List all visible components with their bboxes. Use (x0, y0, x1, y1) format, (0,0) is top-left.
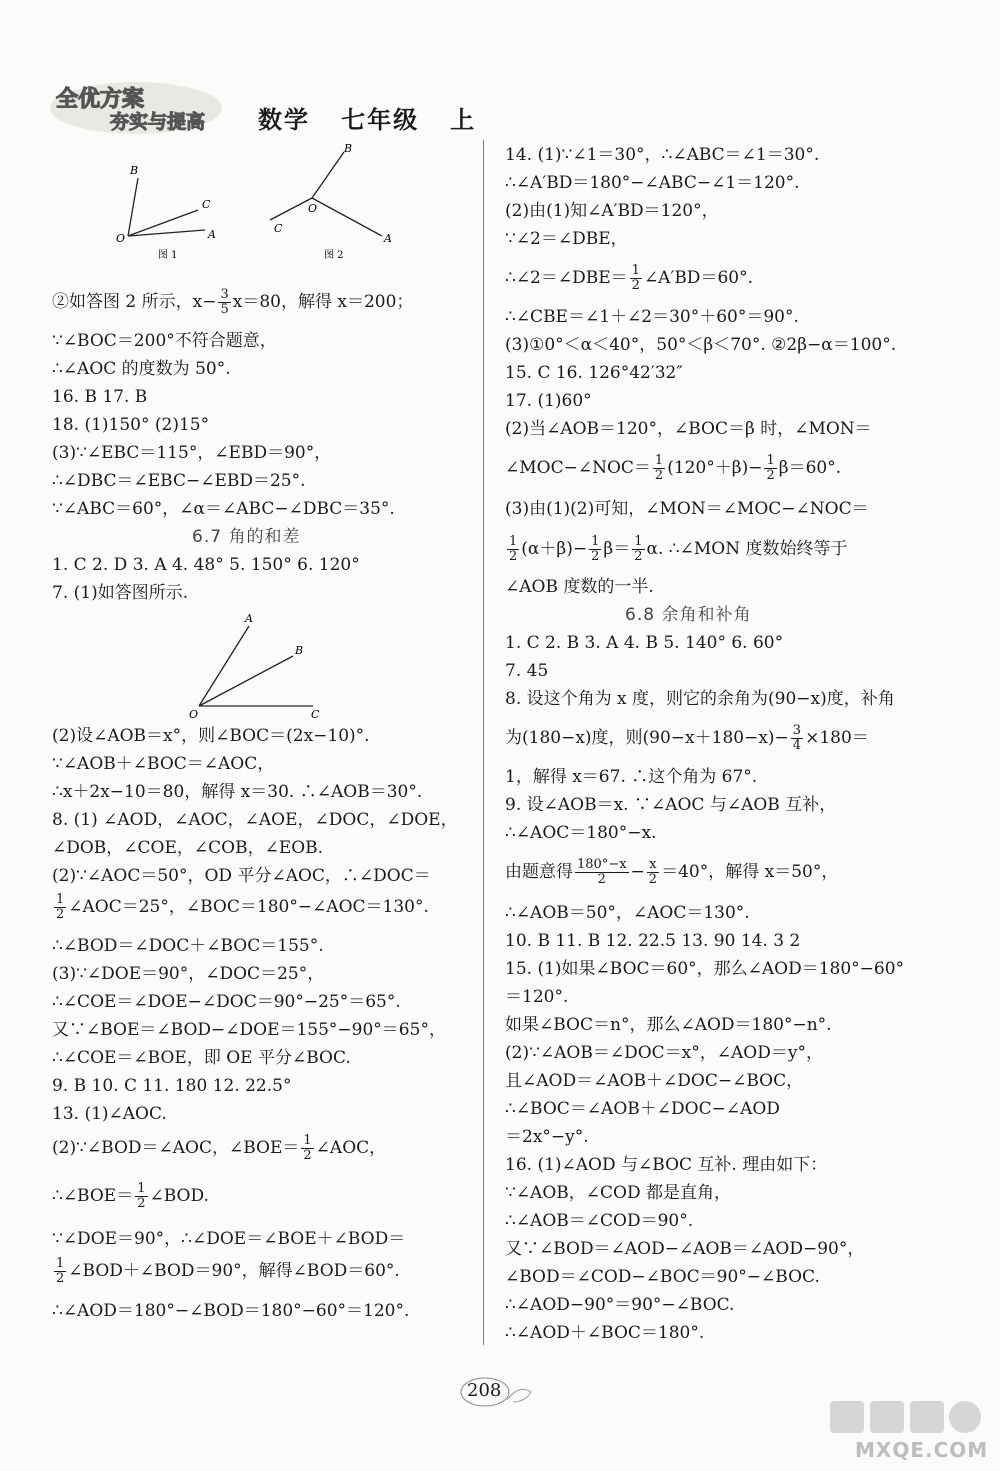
answer-line: (2)设∠AOB＝x°，则∠BOC＝(2x−10)°. (52, 726, 370, 746)
answer-line: $\frac{1}{2}$ (α＋β)− $\frac{1}{2}$ β＝ $\frac{1}{2}$ α. ∴∠MON 度数始终等于 (509, 534, 848, 564)
answer-line: ∴∠CBE＝∠1＋∠2＝30°＋60°＝90°. (505, 307, 799, 327)
logo-line1: 全优方案 (56, 87, 145, 112)
answer-line: 8. (1) ∠AOD，∠AOC，∠AOE，∠DOC，∠DOE， (52, 810, 458, 830)
answer-line: ∴∠AOD−90°＝90°−∠BOC. (505, 1295, 735, 1315)
answer-line: ∴∠BOE＝ $\frac{1}{2}$ ∠BOD. (52, 1181, 209, 1211)
answer-line: 1. C 2. D 3. A 4. 48° 5. 150° 6. 120° (52, 555, 360, 575)
figure-2 (262, 140, 402, 267)
svg-text:C: C (311, 708, 320, 720)
answer-line: 且∠AOD＝∠AOB＋∠DOC−∠BOC， (505, 1071, 804, 1091)
answer-line: 9. 设∠AOB＝x. ∵∠AOC 与∠AOB 互补， (505, 795, 837, 815)
answer-line: 又∵∠BOE＝∠BOD−∠DOE＝155°−90°＝65°， (52, 1020, 446, 1040)
answer-line: ∠AOB 度数的一半. (505, 577, 654, 597)
section-heading-6-7: 6.7 角的和差 (192, 527, 301, 547)
answer-line: (3)①0°＜α＜40°，50°＜β＜70°. ②2β−α＝100°. (505, 335, 897, 355)
answer-line: $\frac{1}{2}$ ∠BOD＋∠BOD＝90°，解得∠BOD＝60°. (56, 1256, 400, 1286)
answer-line: 9. B 10. C 11. 180 12. 22.5° (52, 1076, 292, 1096)
answer-line: ＝120°. (505, 987, 569, 1007)
svg-text:B: B (130, 164, 139, 177)
svg-text:图 2: 图 2 (324, 250, 344, 261)
answer-line: $\frac{1}{2}$ ∠AOC＝25°，∠BOC＝180°−∠AOC＝130°. (56, 892, 429, 922)
answer-line: 由题意得 $\frac{180^\circ-x}{2}$ − $\frac{x}{2}$ ＝40°，解得 x＝50°， (505, 857, 839, 887)
figure-1 (110, 158, 230, 267)
svg-text:A: A (245, 612, 253, 625)
answer-line: (2)∵∠AOC＝50°，OD 平分∠AOC，∴∠DOC＝ (52, 866, 431, 886)
answer-line: ∴∠AOB＝50°，∠AOC＝130°. (505, 903, 750, 923)
answer-line: 8. 设这个角为 x 度，则它的余角为(90−x)度，补角 (505, 689, 895, 709)
answer-line: ∴∠DBC＝∠EBC−∠EBD＝25°. (52, 471, 306, 491)
answer-line: 7. 45 (505, 661, 549, 681)
answer-line: (3)由(1)(2)可知，∠MON＝∠MOC−∠NOC＝ (505, 499, 869, 519)
answer-line: ∵∠DOE＝90°，∴∠DOE＝∠BOE＋∠BOD＝ (52, 1229, 406, 1249)
section-heading-6-8: 6.8 余角和补角 (625, 605, 752, 625)
answer-line: 17. (1)60° (505, 391, 592, 411)
svg-text:B: B (295, 644, 304, 657)
answer-line: ＝2x°−y°. (505, 1127, 589, 1147)
answer-line: ∴∠BOD＝∠DOC＋∠BOC＝155°. (52, 936, 324, 956)
answer-line: 7. (1)如答图所示. (52, 583, 189, 603)
answer-line: ∴∠COE＝∠BOE，即 OE 平分∠BOC. (52, 1048, 351, 1068)
answer-line: (2)当∠AOB＝120°，∠BOC＝β 时，∠MON＝ (505, 419, 872, 439)
answer-line: 13. (1)∠AOC. (52, 1104, 167, 1124)
answer-line: ∴x＋2x−10＝80，解得 x＝30. ∴∠AOB＝30°. (52, 782, 423, 802)
answer-line: 10. B 11. B 12. 22.5 13. 90 14. 3 2 (505, 931, 801, 951)
answer-line: 如果∠BOC＝n°，那么∠AOD＝180°−n°. (505, 1015, 832, 1035)
answer-line: 又∵∠BOD＝∠AOD−∠AOB＝∠AOD−90°， (505, 1239, 865, 1259)
answer-line: 15. C 16. 126°42′32″ (505, 363, 683, 383)
page-title: 数学 七年级 上 (258, 106, 477, 134)
answer-line: ∵∠AOB，∠COD 都是直角， (505, 1183, 731, 1203)
svg-text:C: C (202, 198, 211, 211)
answer-line: ∴∠AOB＝∠COD＝90°. (505, 1211, 694, 1231)
column-divider (483, 140, 484, 1345)
answer-line: (2)由(1)知∠A′BD＝120°， (505, 201, 719, 221)
answer-line: 14. (1)∵∠1＝30°，∴∠ABC＝∠1＝30°. (505, 145, 820, 165)
answer-line: ∴∠A′BD＝180°−∠ABC−∠1＝120°. (505, 173, 800, 193)
svg-text:图 1: 图 1 (158, 250, 178, 261)
answer-line: ∠BOD＝∠COD−∠BOC＝90°−∠BOC. (505, 1267, 820, 1287)
answer-line: ∴∠BOC＝∠AOB＋∠DOC−∠AOD (505, 1099, 780, 1119)
answer-line: ∴∠2＝∠DBE＝ $\frac{1}{2}$ ∠A′BD＝60°. (505, 263, 753, 293)
answer-line: 1，解得 x＝67. ∴这个角为 67°. (505, 767, 758, 787)
answer-line: 18. (1)150° (2)15° (52, 415, 210, 435)
answer-line: 1. C 2. B 3. A 4. B 5. 140° 6. 60° (505, 633, 784, 653)
answer-line: 16. (1)∠AOD 与∠BOC 互补. 理由如下： (505, 1155, 828, 1175)
answer-line: (2)∵∠BOD＝∠AOC，∠BOE＝ $\frac{1}{2}$ ∠AOC， (52, 1133, 387, 1163)
answer-line: (3)∵∠DOE＝90°，∠DOC＝25°， (52, 964, 325, 984)
answer-line: ∵∠2＝∠DBE， (505, 229, 628, 249)
svg-text:O: O (308, 202, 318, 215)
series-logo (48, 78, 223, 136)
page-number: 208 (455, 1372, 545, 1412)
svg-text:C: C (274, 222, 283, 235)
answer-line: ②如答图 2 所示，x− $\frac{3}{5}$ x＝80，解得 x＝200； (52, 287, 414, 317)
answer-line: ∵∠AOB＋∠BOC＝∠AOC， (52, 754, 275, 774)
answer-line: ∠MOC−∠NOC＝ $\frac{1}{2}$ (120°＋β)− $\frac{1}{2}$ β＝60°. (505, 453, 842, 483)
answer-line: 15. (1)如果∠BOC＝60°，那么∠AOD＝180°−60° (505, 959, 905, 979)
watermark-text: MXQE.COM (855, 1438, 989, 1462)
answer-line: ∵∠BOC＝200°不符合题意， (52, 331, 277, 351)
answer-line: ∴∠AOC＝180°−x. (505, 823, 657, 843)
answer-line: ∴∠AOC 的度数为 50°. (52, 359, 231, 379)
answer-line: (3)∵∠EBC＝115°，∠EBD＝90°， (52, 443, 332, 463)
answer-line: ∠DOB，∠COE，∠COB，∠EOB. (52, 838, 324, 858)
answer-line: (2)∵∠AOB＝∠DOC＝x°，∠AOD＝y°， (505, 1043, 823, 1063)
answer-line: ∴∠AOD＝180°−∠BOD＝180°−60°＝120°. (52, 1301, 410, 1321)
svg-text:O: O (189, 708, 199, 720)
answer-line: ∵∠ABC＝60°，∠α＝∠ABC−∠DBC＝35°. (52, 499, 395, 519)
answer-line: ∴∠COE＝∠DOE−∠DOC＝90°−25°＝65°. (52, 992, 401, 1012)
figure-3 (185, 608, 335, 724)
svg-text:B: B (344, 142, 353, 155)
svg-text:A: A (208, 228, 216, 241)
svg-text:A: A (384, 232, 392, 245)
leaf-ornament-icon (507, 1389, 531, 1402)
svg-text:O: O (116, 232, 126, 245)
answer-line: 为(180−x)度，则(90−x＋180−x)− $\frac{3}{4}$ ×180＝ (505, 723, 869, 753)
logo-line2: 夯实与提高 (110, 111, 206, 133)
answer-line: 16. B 17. B (52, 387, 148, 407)
answer-line: ∴∠AOD＋∠BOC＝180°. (505, 1323, 705, 1343)
